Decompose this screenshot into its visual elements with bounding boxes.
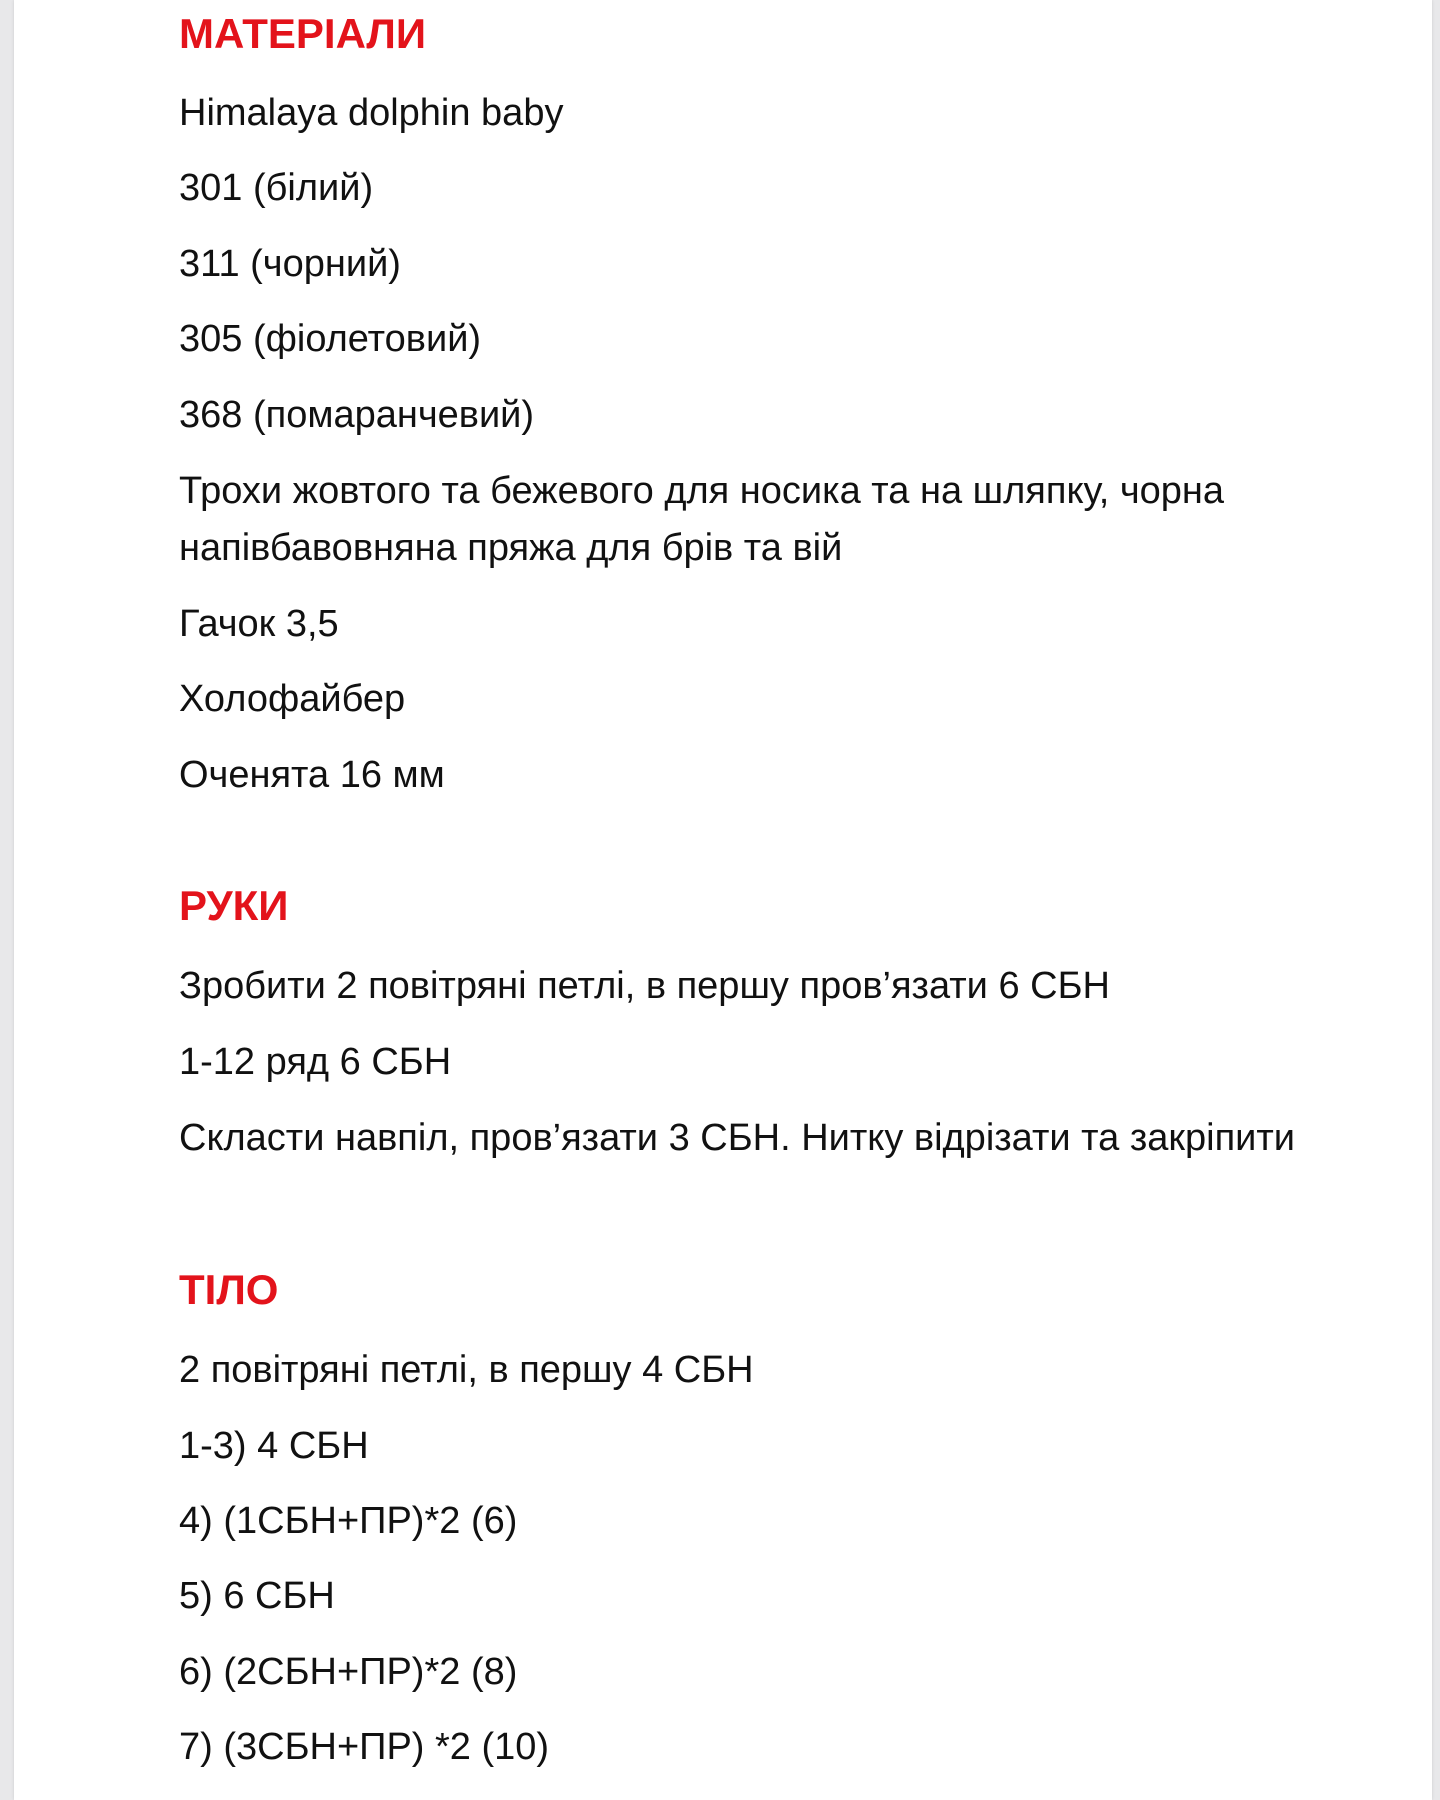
arms-step-rows: 1-12 ряд 6 СБН xyxy=(179,1041,452,1083)
body-row-6: 6) (2СБН+ПР)*2 (8) xyxy=(179,1651,518,1693)
body-step-start: 2 повітряні петлі, в першу 4 СБН xyxy=(179,1349,754,1391)
body-row-4: 4) (1СБН+ПР)*2 (6) xyxy=(179,1500,518,1542)
material-color-black: 311 (чорний) xyxy=(179,243,401,285)
materials-heading: МАТЕРІАЛИ xyxy=(179,10,427,57)
material-filling: Холофайбер xyxy=(179,678,406,720)
material-yarn-brand: Himalaya dolphin baby xyxy=(179,92,564,134)
arms-step-finish: Скласти навпіл, пров’язати 3 СБН. Нитку відрізати та закріпити xyxy=(179,1117,1296,1159)
body-heading: ТІЛО xyxy=(179,1266,279,1313)
document-page xyxy=(14,0,1432,1800)
body-row-1-3: 1-3) 4 СБН xyxy=(179,1425,369,1467)
body-row-5: 5) 6 СБН xyxy=(179,1575,335,1617)
arms-step-start: Зробити 2 повітряні петлі, в першу пров’язати 6 СБН xyxy=(179,965,1110,1007)
material-extra-yarn: Трохи жовтого та бежевого для носика та на шляпку, чорна напівбавовняна пряжа для брів та вій xyxy=(179,470,1224,569)
body-row-7: 7) (3СБН+ПР) *2 (10) xyxy=(179,1726,550,1768)
material-color-white: 301 (білий) xyxy=(179,167,374,209)
material-eyes: Оченята 16 мм xyxy=(179,754,445,796)
material-color-purple: 305 (фіолетовий) xyxy=(179,318,482,360)
material-color-orange: 368 (помаранчевий) xyxy=(179,394,535,436)
arms-heading: РУКИ xyxy=(179,882,289,929)
material-hook: Гачок 3,5 xyxy=(179,603,339,645)
